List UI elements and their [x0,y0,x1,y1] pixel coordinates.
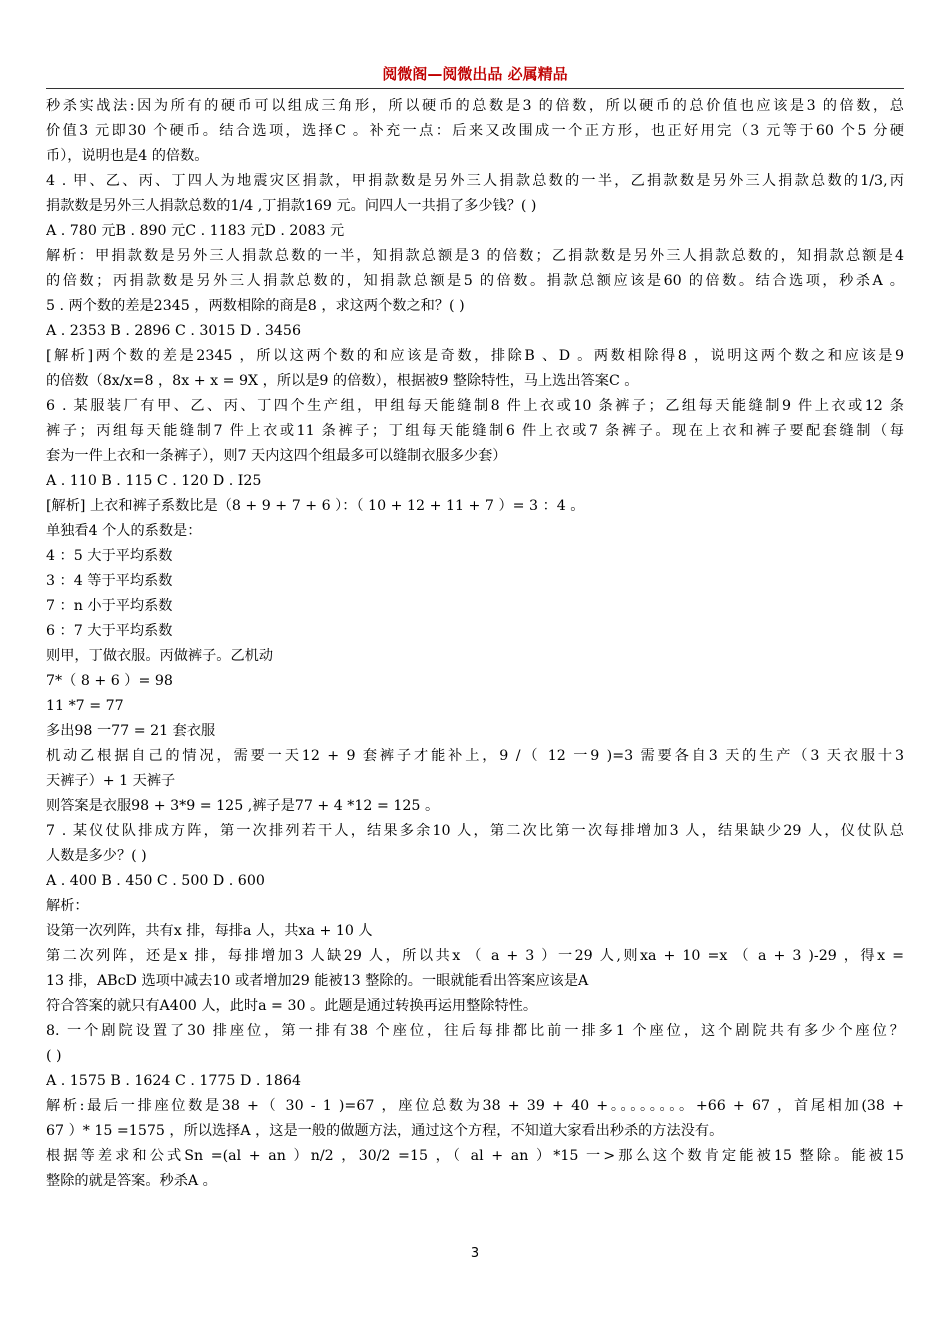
text-line: 价值3 元即30 个硬币。结合选项，选择C 。补充一点：后来又改围成一个正方形，也正好用完（3 元等于60 个5 分硬 [46,123,904,139]
text-line: 6 . 某服装厂有甲、乙、丙、丁四个生产组，甲组每天能缝制8 件上衣或10 条裤子；乙组每天能缝制9 件上衣或12 条 [46,398,904,414]
text-line: 设第一次列阵，共有x 排，每排a 人，共xa + 10 人 [46,923,373,939]
text-line: 币），说明也是4 的倍数。 [46,148,209,164]
text-line: 7 . 某仪仗队排成方阵，第一次排列若干人，结果多余10 人，第二次比第一次每排增加3 人，结果缺少29 人，仪仗队总 [46,823,904,839]
text-line: 机动乙根据自己的情况，需要一天12 + 9 套裤子才能补上，9 /（ 12 一9 )=3 需要各自3 天的生产（3 天衣服十3 [46,748,904,764]
text-line: 7 ：n 小于平均系数 [46,598,173,614]
text-line: 8. 一个剧院设置了30 排座位，第一排有38 个座位，往后每排都比前一排多1 个座位，这个剧院共有多少个座位？ [46,1023,904,1039]
text-line: 13 排，ABcD 选项中减去10 或者增加29 能被13 整除的。一眼就能看出答案应该是A [46,973,589,989]
text-line: 多出98 一77 = 21 套衣服 [46,723,216,739]
text-line: 天裤子）+ 1 天裤子 [46,773,176,789]
header-divider [46,88,904,89]
text-line: 秒杀实战法:因为所有的硬币可以组成三角形，所以硬币的总数是3 的倍数，所以硬币的总价值也应该是3 的倍数，总 [46,98,904,114]
text-line: A . 400 B . 450 C . 500 D . 600 [46,873,265,889]
document-body [46,94,904,1194]
text-line: 裤子；丙组每天能缝制7 件上衣或11 条裤子；丁组每天能缝制6 件上衣或7 条裤子。现在上衣和裤子要配套缝制（每 [46,423,904,439]
text-line: 4 . 甲、乙、丙、丁四人为地震灾区捐款，甲捐款数是另外三人捐款总数的一半，乙捐款数是另外三人捐款总数的1/3,丙 [46,173,904,189]
text-line: 符合答案的就只有A400 人，此时a = 30 。此题是通过转换再运用整除特性。 [46,998,538,1014]
text-line: A . 1575 B . 1624 C . 1775 D . 1864 [46,1073,301,1089]
text-line: 7*（ 8 + 6 ）= 98 [46,673,173,689]
text-line: 解析： [46,898,89,914]
page-number: 3 [470,1246,480,1261]
text-line: 6 ：7 大于平均系数 [46,623,173,639]
text-line: 的倍数（8x/x=8 ，8x + x = 9X ，所以是9 的倍数），根据被9 整除特性，马上选出答案C 。 [46,373,639,389]
text-line: 67 ）* 15 =1575 ，所以选择A ，这是一般的做题方法，通过这个方程，不知道大家看出秒杀的方法没有。 [46,1123,724,1139]
text-line: A . 110 B . 115 C . 120 D . I25 [46,473,262,489]
text-line: 则答案是衣服98 + 3*9 = 125 ,裤子是77 + 4 *12 = 125 。 [46,798,440,814]
text-line: 则甲，丁做衣服。丙做裤子。乙机动 [46,648,274,664]
text-line: 解析:最后一排座位数是38 +（ 30 - 1 )=67 ，座位总数为38 + 39 + 40 +。。。。。。。。+66 + 67 ，首尾相加(38 + [46,1098,904,1114]
text-line: 第二次列阵，还是x 排，每排增加3 人缺29 人，所以共x （ a + 3 ）一29 人,则xa + 10 =x （ a + 3 )-29 ，得x = [46,948,904,964]
text-line: 捐款数是另外三人捐款总数的1/4 ,丁捐款169 元。问四人一共捐了多少钱？( ) [46,198,537,214]
text-line: 解析：甲捐款数是另外三人捐款总数的一半，知捐款总额是3 的倍数；乙捐款数是另外三人捐款总数的，知捐款总额是4 [46,248,904,264]
text-line: 单独看4 个人的系数是： [46,523,202,539]
text-line: A . 2353 B . 2896 C . 3015 D . 3456 [46,323,301,339]
text-line: 3 ：4 等于平均系数 [46,573,173,589]
text-line: 套为一件上衣和一条裤子），则7 天内这四个组最多可以缝制衣服多少套） [46,448,507,464]
text-line: [解析] 上衣和裤子系数比是（8 + 9 + 7 + 6 ）：（ 10 + 12 + 11 + 7 ）= 3 ：4 。 [46,498,585,514]
text-line: 4 ：5 大于平均系数 [46,548,173,564]
text-line: A . 780 元B . 890 元C . 1183 元D . 2083 元 [46,223,345,239]
text-line: 的倍数；丙捐款数是另外三人捐款总数的，知捐款总额是5 的倍数。捐款总额应该是60 的倍数。结合选项，秒杀A 。 [46,273,904,289]
text-line: 人数是多少？( ) [46,848,147,864]
text-line: 根据等差求和公式Sn =(al + an ）n/2 ，30/2 =15 ，（ al + an ）*15 一>那么这个数肯定能被15 整除。能被15 [46,1148,904,1164]
text-line: 5 . 两个数的差是2345 ，两数相除的商是8 ，求这两个数之和？( ) [46,298,465,314]
text-line: 整除的就是答案。秒杀A 。 [46,1173,217,1189]
text-line: 11 *7 = 77 [46,698,124,714]
text-line: ( ) [46,1048,62,1064]
page-header: 阅微阁—阅微出品 必属精品 [382,65,568,83]
text-line: [解析]两个数的差是2345 ，所以这两个数的和应该是奇数，排除B 、D 。两数相除得8 ，说明这两个数之和应该是9 [46,348,904,364]
